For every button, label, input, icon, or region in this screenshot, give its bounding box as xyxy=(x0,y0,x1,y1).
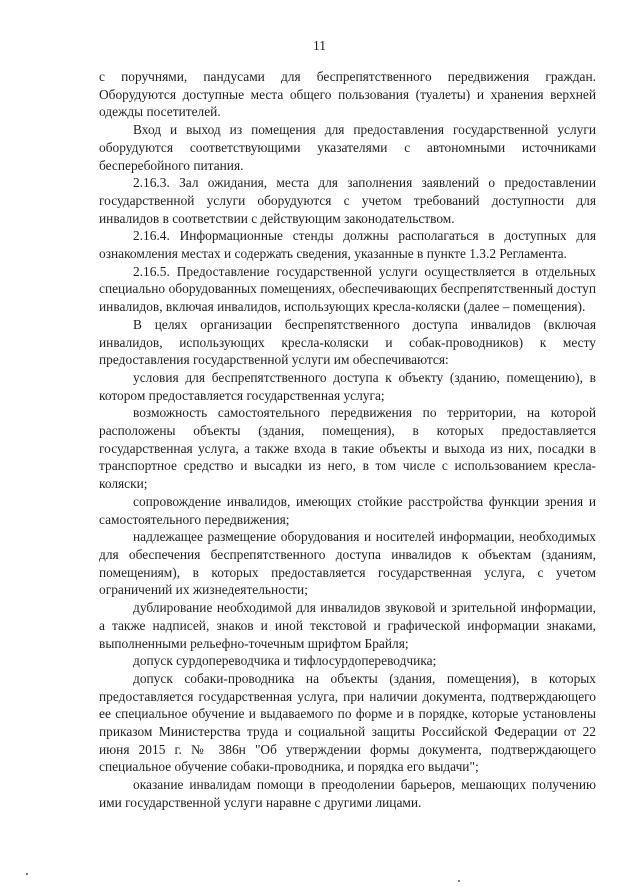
paragraph: возможность самостоятельного передвижения по территории, на которой расположены объекты (здания, помещения), в которых предоставляется государственная услуга, а также входа в такие объекты и выхода из них, посадки в транспортное средство и высадки из него, в том числе с использованием кресла-коляски; xyxy=(99,405,596,492)
page-number: 11 xyxy=(313,38,326,53)
paragraph: оказание инвалидам помощи в преодолении барьеров, мешающих получению ими государственной услуги наравне с другими лицами. xyxy=(99,777,596,810)
scan-speck xyxy=(26,873,28,875)
paragraph: 2.16.5. Предоставление государственной услуги осуществляется в отдельных специально оборудованных помещениях, обеспечивающих беспрепятственный доступ инвалидов, включая инвалидов, использующих кресла-коляски (далее – помещения). xyxy=(99,263,596,315)
paragraph: В целях организации беспрепятственного доступа инвалидов (включая инвалидов, использующих кресла-коляски и собак-проводников) к месту предоставления государственной услуги им обеспечиваются: xyxy=(99,316,596,368)
paragraph: надлежащее размещение оборудования и носителей информации, необходимых для обеспечения беспрепятственного доступа инвалидов к объектам (зданиям, помещениям), в которых предоставляется государственная услуга, с учетом ограничений их жизнедеятельности; xyxy=(99,529,596,598)
paragraph: допуск сурдопереводчика и тифлосурдопереводчика; xyxy=(133,653,437,669)
document-body xyxy=(99,68,596,812)
paragraph: Вход и выход из помещения для предоставления государственной услуги оборудуются соответствующими указателями с автономными источниками бесперебойного питания. xyxy=(99,122,596,173)
paragraph: дублирование необходимой для инвалидов звуковой и зрительной информации, а также надписей, знаков и иной текстовой и графической информации знаками, выполненными рельефно-точечным шрифтом Брайля; xyxy=(99,600,596,651)
scan-speck xyxy=(458,880,460,882)
paragraph: с поручнями, пандусами для беспрепятственного передвижения граждан. Оборудуются доступные места общего пользования (туалеты) и хранения верхней одежды посетителей. xyxy=(99,69,596,120)
paragraph: 2.16.3. Зал ожидания, места для заполнения заявлений о предоставлении государственной услуги оборудуются с учетом требований доступности для инвалидов в соответствии с действующим законодательством. xyxy=(99,175,596,226)
paragraph: допуск собаки-проводника на объекты (здания, помещения), в которых предоставляется государственная услуга, при наличии документа, подтверждающего ее специальное обучение и выдаваемого по форме и в порядке, которые установлены приказом Министерства труда и социальной защиты Российской Федерации от 22 июня 2015 г. № 386н "Об утверждении формы документа, подтверждающего специальное обучение собаки-проводника, и порядка его выдачи"; xyxy=(99,670,596,775)
paragraph: сопровождение инвалидов, имеющих стойкие расстройства функции зрения и самостоятельного передвижения; xyxy=(99,493,596,527)
paragraph: условия для беспрепятственного доступа к объекту (зданию, помещению), в котором предоставляется государственная услуга; xyxy=(99,369,596,403)
paragraph: 2.16.4. Информационные стенды должны располагаться в доступных для ознакомления местах и содержать сведения, указанные в пункте 1.3.2 Регламента. xyxy=(99,228,596,262)
